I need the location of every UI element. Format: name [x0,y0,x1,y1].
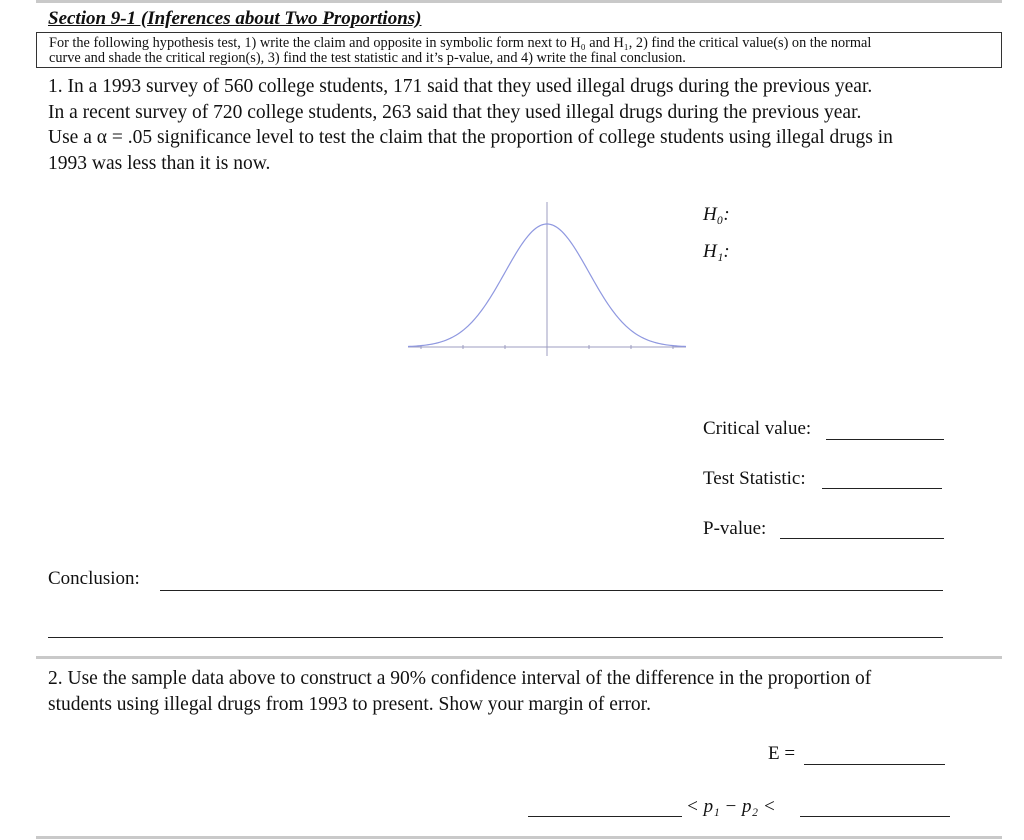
problem-2-line-2: students using illegal drugs from 1993 to present. Show your margin of error. [48,693,651,715]
problem-2-text [48,666,1008,717]
problem-1-line-1: 1. In a 1993 survey of 560 college students, 171 said that they used illegal drugs during the previous year. [48,76,873,97]
p-value-label: P-value: [703,518,767,539]
problem-2-line-1: 2. Use the sample data above to construct a 90% confidence interval of the difference in the proportion of [48,668,872,689]
bottom-rule [36,836,1002,839]
problem-1-text [48,74,1008,176]
h1-label: H₁: [703,241,730,262]
interval-lower-answer-line[interactable] [528,816,682,817]
test-statistic-answer-line[interactable] [822,488,942,489]
interval-upper-answer-line[interactable] [800,816,950,817]
critical-value-label: Critical value: [703,418,812,439]
normal-curve-diagram [400,196,700,360]
problem-1-line-3: Use a α = .05 significance level to test the claim that the proportion of college students using illegal drugs in [48,127,893,148]
test-statistic-label: Test Statistic: [703,468,806,489]
section-title: Section 9-1 (Inferences about Two Proportions) [48,8,422,29]
top-rule [36,0,1002,3]
middle-rule [36,656,1002,659]
p-value-answer-line[interactable] [780,538,944,539]
problem-1-line-4: 1993 was less than it is now. [48,152,271,174]
problem-1-line-2: In a recent survey of 720 college students, 263 said that they used illegal drugs during the previous year. [48,101,862,123]
conclusion-answer-line-1[interactable] [160,590,943,591]
margin-of-error-answer-line[interactable] [804,764,945,765]
instructions-line-2: curve and shade the critical region(s), 3) find the test statistic and it’s p-value, and 4) write the final conclusion. [49,50,686,66]
conclusion-answer-line-2[interactable] [48,637,943,638]
critical-value-answer-line[interactable] [826,439,944,440]
margin-of-error-label: E = [768,743,796,764]
instructions-box [36,32,1002,68]
instructions-line-1: For the following hypothesis test, 1) write the claim and opposite in symbolic form next to H₀ and H₁, 2) find the critical value(s) on the normal [49,35,872,51]
h0-label: H₀: [703,204,730,225]
interval-inequality-label: < p₁ − p₂ < [686,796,776,817]
conclusion-label: Conclusion: [48,568,140,589]
